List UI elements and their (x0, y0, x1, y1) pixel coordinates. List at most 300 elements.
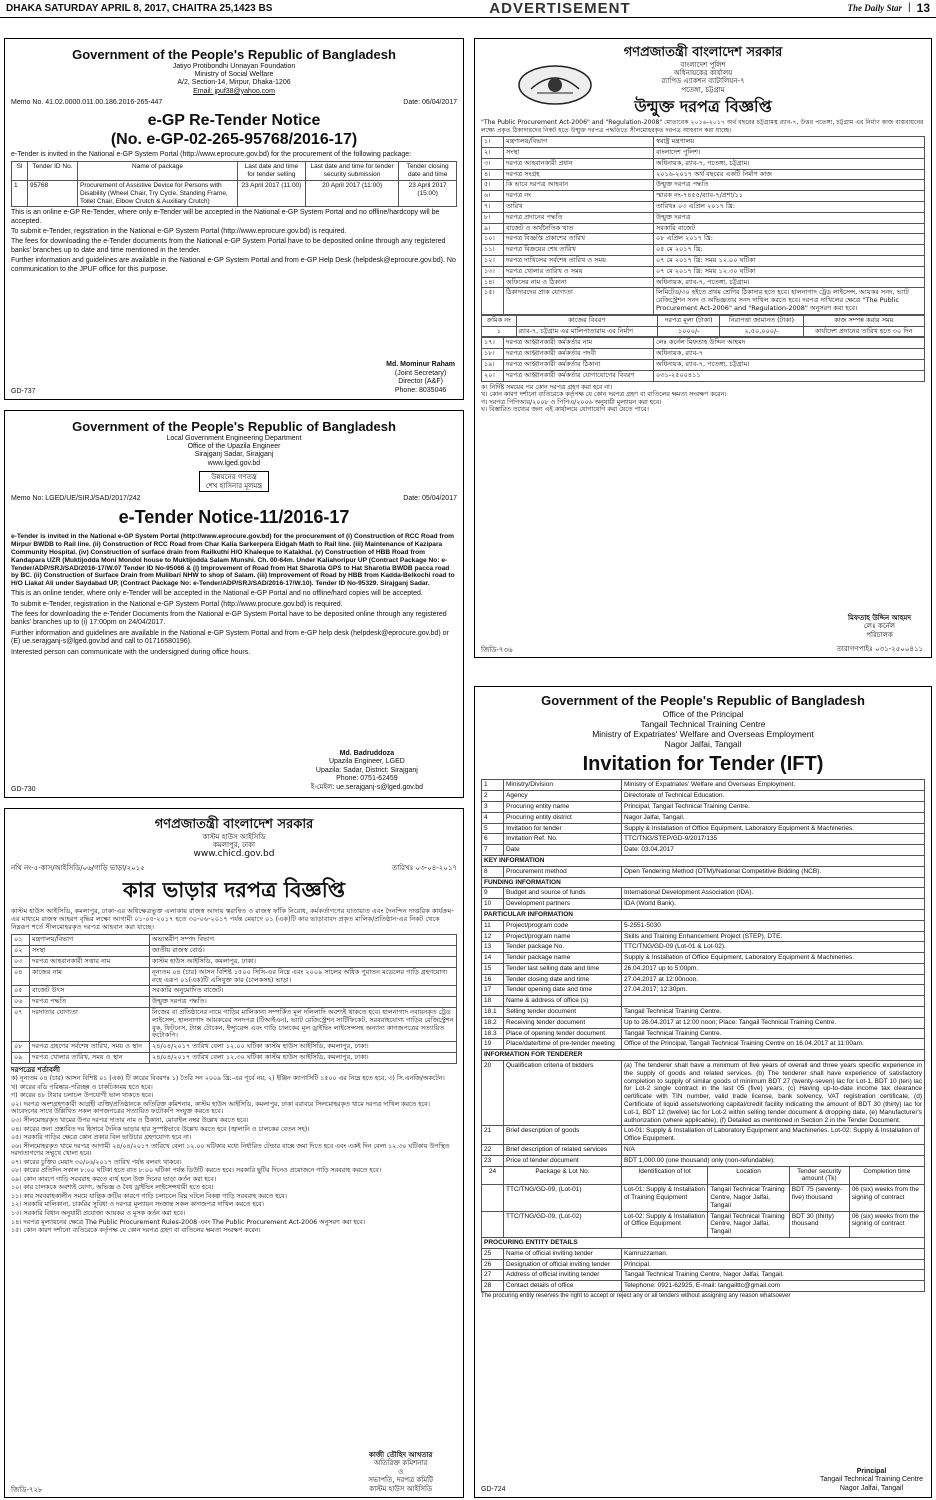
ad2-gd-code: GD-730 (11, 785, 36, 793)
table-cell: Date (504, 845, 622, 856)
ad4-title: গণপ্রজাতন্ত্রী বাংলাদেশ সরকার (623, 45, 783, 60)
table-cell: 23 (482, 1155, 504, 1166)
ad1-para-3: The fees for downloading the e-Tender documents from the National e-GP System Portal have to be deposited online through any registered banks' branches up to date and time mentioned in the tender. (11, 238, 446, 254)
list-item: ০৩। সীলমোহরকৃত খামের উপর দরপত্র দাতার নাম ও ঠিকানা, মোবাইল নম্বর উল্লেখ করতে হবে। (11, 1116, 249, 1124)
table-cell: তারিখঃ ০৩ এপ্রিল ২০১৭ খ্রি: (654, 202, 925, 213)
table-cell: ০২ (12, 946, 30, 957)
table-cell: ০৮ এপ্রিল ২০১৭ খ্রি: (654, 234, 925, 245)
ad2-para-4: Further information and guidelines are available in the National e-GP System Portal and from e-GP help desk (helpdesk@eprocure.gov.bd) or (E) ue.serajganj-s@lged.gov.bd and call to 01716580196). (11, 629, 449, 646)
ad3-sign-name: কাজী তৌহিদ আখতার (368, 1451, 433, 1460)
section-heading: KEY INFORMATION (482, 855, 925, 866)
table-row (482, 1017, 925, 1028)
table-cell: ৩। (482, 158, 504, 169)
table-cell: Up to 26.04.2017 at 12:00 noon; Place: Tangail Technical Training Centre. (622, 1017, 925, 1028)
table-cell: ১৩। (482, 266, 504, 277)
table-row (482, 963, 925, 974)
ad2-memo: Memo No: LGED/UE/SIRJ/SAD/2017/242 (11, 494, 141, 502)
table-cell: 27 (482, 1270, 504, 1281)
table-cell: অধিনায়ক, র‌্যাব-৭, পতেঙ্গা, চট্টগ্রাম। (654, 359, 925, 370)
table-row (482, 823, 925, 834)
table-cell: Supply & Installation of Office Equipment, Laboratory Equipment & Machineries. (622, 953, 925, 964)
table-cell: Principal, Tangail Technical Training Centre. (622, 801, 925, 812)
table-cell: Tender closing date and time (504, 974, 622, 985)
table-header-cell: Tender security amount (Tk) (789, 1166, 849, 1185)
table-cell: Designation of official inviting tender (504, 1259, 622, 1270)
table-cell: Tangail Technical Training Centre, Nagor Jalfai, Tangail (708, 1211, 789, 1237)
table-cell: 13 (482, 942, 504, 953)
table-row (12, 946, 457, 957)
ad4-sign-rank: লেঃ কর্নেল (863, 622, 896, 631)
ad1-th-id: Tender ID No. (28, 162, 78, 181)
ad1-cell-security: 20 April 2017 (11:00) (305, 180, 399, 206)
table-cell: N/A (622, 1145, 925, 1156)
table-row (482, 370, 925, 381)
table-cell: দরপত্র খোলার তারিখ ও সময় (504, 266, 654, 277)
table-row (482, 845, 925, 856)
ad2-slogan-1: উন্নয়নের গণতন্ত্র (211, 473, 257, 482)
ad2-org-1: Local Government Engineering Department (166, 434, 302, 442)
table-cell: 28 (482, 1281, 504, 1292)
table-cell: ০৫ মে ২০১৭ খ্রি: (654, 245, 925, 256)
ad1-th-closing: Tender closing date and time (399, 162, 457, 181)
table-row (12, 1042, 457, 1053)
ad3-date: তারিখঃ ০৩-০৪-২০১৭ (391, 864, 457, 873)
table-cell: অধিনায়ক, র‌্যাব-৭ (654, 349, 925, 360)
table-cell: BDT 30 (thirty) thousand (789, 1211, 849, 1237)
ad4-lot-header (482, 315, 925, 326)
table-row (482, 338, 925, 349)
ad5-title: Government of the People's Republic of Bangladesh (541, 693, 865, 708)
table-cell: দরপত্র গ্রহণের সর্বশেষ তারিখ, সময় ও স্থান (30, 1042, 150, 1053)
table-header-cell: Completion time (849, 1166, 924, 1185)
table-row (12, 935, 457, 946)
ad2-sign-office: Upazila: Sadar, District: Sirajganj (315, 766, 418, 774)
list-item: ১২। সরকারি মালিকানা, চাকরির সুবিধা ও দরপত্র মূল্যায়ন সংক্রান্ত সকল কাগজপত্র দাখিল করতে হবে। (11, 1201, 264, 1209)
table-row (482, 1281, 925, 1292)
ad1-memo: Memo No. 41.02.0000.011.00.186.2016-265-447 (11, 99, 163, 107)
table-cell: দরপত্র নং (504, 191, 654, 202)
table-cell: ১২। (482, 255, 504, 266)
table-cell: Ministry/Division (504, 780, 622, 791)
ad1-sign-phone: Phone: 8035046 (394, 386, 447, 394)
table-cell: অভ্যন্তরীণ সম্পদ বিভাগ (150, 935, 457, 946)
table-cell: Date: 03.04.2017 (622, 845, 925, 856)
ad1-th-selling: Last date and time for tender selling (238, 162, 306, 181)
ad1-notice-title: e-GP Re-Tender Notice (147, 111, 321, 129)
table-cell: BDT 75 (seventy-five) thousand (789, 1185, 849, 1211)
ad1-cell-package: Procurement of Assistive Device for Persons with Disability (Wheel Chair, Try Cycle, Standing Frame, Toilet Chair, Elbow Crutch & Auxiliary Crutch) (78, 180, 238, 206)
table-cell: 27.04.2017 at 12:00noon. (622, 974, 925, 985)
table-cell: ঠিকাদারদের প্রাক যোগ্যতা (504, 288, 654, 314)
table-row (482, 866, 925, 877)
table-cell: 06 (six) weeks from the signing of contract (849, 1185, 924, 1211)
ad4-org-3: র‌্যাপিড এ্যাকশন ব্যাটালিয়ন-৭ (661, 77, 745, 86)
ad4-table-2 (481, 337, 925, 381)
table-cell: Contact details of office (504, 1281, 622, 1292)
table-header-cell: Package & Lot No. (504, 1166, 622, 1185)
table-cell: TTC/TNG/GD-09, (Lot-01) (504, 1185, 622, 1211)
table-row (482, 801, 925, 812)
ad3-intro: কাস্টম হাউস আইসিডি, কমলাপুর, ঢাকা-এর অধিক্ষেত্রভুক্ত এলাকায় রাজস্ব আদায় ত্বরান্বিত ও রাজস্ব ফাঁকি নিরোধ, কর্মকর্তাগণের যাতায়াত এবং দৈনন্দিন দাপ্তরিক কার্যক্রম-এর মাধ্যমে রাজস্ব আহরণ বৃদ্ধির লক্ষ্যে আগামী ০১-০৫-২০১৭ হতে ৩০-০৬-২০১৭ পর্যন্ত মেয়াদে ০১ (এক)টি কার ভাড়াবাবদ প্রকৃত মালিক/প্রতিষ্ঠান-এর নিকট থেকে নিম্নরূপ শর্তে সীলমোহরকৃত দরপত্র আহবান করা যাচ্ছে। (11, 906, 454, 931)
table-cell: Invitation for tender (504, 823, 622, 834)
table-row (12, 997, 457, 1008)
table-cell: ০৪ (12, 967, 30, 986)
table-cell: TTC/TNG/STEP/GD-9/2017/135 (622, 834, 925, 845)
ad5-sign-title: Principal (856, 1467, 887, 1475)
table-cell: দরপত্র আহ্বানকারী কর্মকর্তার নাম (504, 338, 654, 349)
ad3-memo-row (11, 864, 457, 872)
list-item: গ) কারের ৪৮ টায়ার চলাচল উপযোগী ভাল থাকতে হবে। (11, 1092, 154, 1100)
table-cell: 14 (482, 953, 504, 964)
table-cell: Tender opening date and time (504, 985, 622, 996)
table-cell: 11 (482, 920, 504, 931)
table-row (482, 180, 925, 191)
table-cell: 27.04.2017; 12:30pm. (622, 985, 925, 996)
ad2-signature (311, 750, 423, 792)
table-cell (482, 1185, 504, 1211)
table-cell: নূন্যতম ০৪ (চার) আসন বিশিষ্ট ১৫০০ সিসি-এর নিম্নে এবং ২০০৯ সালের অধিক পুরাতন মডেলের গাড়ি গ্রহণযোগ্য নহে এরূপ ০১(এক)টি এসিযুক্ত কার (চালকসহ) ভাড়া। (150, 967, 457, 986)
table-cell: Lot-02: Supply & Installation of Office Equipment (622, 1211, 708, 1237)
table-cell: 19 (482, 1039, 504, 1050)
ad1-para-2: To submit e-Tender, registration in the National e-GP System Portal (http://www.eprocure.gov.bd) is required. (11, 228, 347, 236)
ad1-cell-selling: 23 April 2017 (11:00) (238, 180, 306, 206)
list-item: ১১। কার সরবরাহকালীন সময়ে যান্ত্রিক ক্রটির কারণে গাড়ি চলাচলে বিঘ্ন ঘটলে বিকল্প গাড়ি সরবরাহ করতে হবে। (11, 1192, 287, 1200)
table-row (482, 245, 925, 256)
table-cell: Name & address of office (s) (504, 996, 622, 1007)
newspaper-logo: The Daily Star (847, 3, 903, 14)
table-cell: ০৭ (12, 1008, 30, 1042)
table-cell: দরপত্র আহবানকারী সত্তার নাম (30, 957, 150, 968)
table-row (482, 223, 925, 234)
ad3-title: গণপ্রজাতন্ত্রী বাংলাদেশ সরকার (154, 817, 314, 832)
table-cell: Procuring entity name (504, 801, 622, 812)
ad5-sign-office: Tangail Technical Training Centre (820, 1476, 923, 1484)
ad4-lot-th-price: দরপত্র মূল্য (টাকা) (658, 315, 720, 326)
ad1-org-1: Jatiyo Protibondhi Unnayan Foundation (172, 62, 296, 70)
table-cell: Office of the Principal, Tangail Technical Training Centre on 16.04.2017 at 11:00am. (622, 1039, 925, 1050)
ad1-table (11, 161, 457, 207)
table-cell: Budget and source of funds (504, 888, 622, 899)
table-cell: Procuring entity district (504, 812, 622, 823)
table-cell: ০৯ (12, 1053, 30, 1064)
table-cell: Brief description of related services (504, 1145, 622, 1156)
table-cell: 9 (482, 888, 504, 899)
ad2-sign-email: ই-মেইল: ue.serajganj-s@lged.gov.bd (310, 783, 423, 791)
ad3-terms-heading: দরপত্রের শর্তাবলী (11, 1065, 61, 1074)
ad4-intro: "The Public Procurement Act-2006" and "Regulation-2008" মোতাবেক ২০১৬-২০১৭ অর্থ বছরের চট্টগ্রামস্থ র‌্যাব-৭, উত্তর পতেঙ্গা, চট্টগ্রাম এর নির্মাণ কাজ বাস্তবায়নের লক্ষ্যে প্রকৃত ঠিকাদারদের নিকট হতে উন্মুক্ত দরপত্র পদ্ধতিতে সীলমোহরকৃত দরপত্র আহবান করা যাচ্ছে। (481, 119, 924, 134)
section-row (482, 1050, 925, 1061)
table-row (482, 266, 925, 277)
table-row (482, 255, 925, 266)
ad3-memo: নথি নং-৫-কাস/আইসিডি/০৬/গাড়ি ভাড়া/২০১৫ (11, 864, 145, 873)
table-cell: Qualification criteria of bidders (504, 1061, 622, 1126)
ad4-lot-sl: ১ (482, 326, 517, 337)
table-cell: ৫। (482, 180, 504, 191)
table-row (482, 202, 925, 213)
ad4-signature (848, 614, 911, 639)
table-cell: IDA (World Bank). (622, 899, 925, 910)
table-cell: ১৫। (482, 288, 504, 314)
table-row (482, 326, 925, 337)
section-row (482, 855, 925, 866)
table-cell: দরপত্র সংগ্রহ (504, 169, 654, 180)
table-cell: দরদাতার যোগ্যতা (30, 1008, 150, 1042)
list-item: খ) কারের বডি পরিষ্কার-পরিচ্ছন্ন ও চাকচিক্যময় হতে হবে। (11, 1083, 153, 1091)
list-item: ০২। দরপত্র অংশগ্রহণকারী আগ্রহী ব্যক্তি/প্রতিষ্ঠানকে অতিরিক্ত কমিশনার, কাস্টম হাউস আইসিডি, কমলাপুর, ঢাকা বরাবরে সিলমোহরকৃত খামে দরপত্র দাখিল করতে হবে। আবেদনের সাথে উল্লিখিত সকল কাগজপত্রের সত্যায়িত ফটোকপি সংযুক্ত করতে হবে। (11, 1100, 430, 1116)
ad3-website[interactable]: www.chicd.gov.bd (193, 849, 275, 860)
ad1-sign-role: Director (A&F) (398, 378, 443, 386)
ad5-signature (820, 1468, 923, 1493)
ad4-lot-security: ২,৫০,০০০/- (720, 326, 803, 337)
ad5-notice-title: Invitation for Tender (IFT) (582, 753, 824, 776)
header-section: ADVERTISEMENT (489, 0, 631, 17)
table-cell: ১৭। (482, 338, 504, 349)
table-cell: ০৩১-২৫০০৪১১ (654, 370, 925, 381)
table-cell: দরপত্র দাখিলের সর্বশেষ তারিখ ও সময় (504, 255, 654, 266)
table-row (482, 234, 925, 245)
ad1-cell-sl: 1 (12, 180, 28, 206)
table-row (482, 1211, 925, 1237)
table-cell: ০৫ (12, 986, 30, 997)
table-cell: 7 (482, 845, 504, 856)
list-item: খ। কোন কারণ দর্শানো ব্যতিরেকে কর্তৃপক্ষ যে কোন দরপত্র গ্রহণ বা বাতিলের ক্ষমতা সংরক্ষণ করেন। (481, 391, 727, 399)
table-cell: 18.1 (482, 1007, 504, 1018)
ad-rab7-tender (474, 38, 932, 658)
section-heading: FUNDING INFORMATION (482, 877, 925, 888)
table-header-cell: 24 (482, 1166, 504, 1185)
ad5-org-3: Ministry of Expatriates' Welfare and Overseas Employment (592, 728, 814, 739)
ad2-date: Date: 05/04/2017 (403, 494, 457, 502)
section-heading: PROCURING ENTITY DETAILS (482, 1238, 925, 1249)
table-row (12, 986, 457, 997)
table-cell: অফিসের নাম ও ঠিকানা (504, 277, 654, 288)
table-row (482, 191, 925, 202)
ad1-para-1: This is an online e-GP Re-Tender, where only e-Tender will be accepted in the National e-GP System Portal and no offline/hardcopy will be accepted. (11, 209, 440, 225)
table-cell: (a) The tenderer shall have a minimum of five years of overall and three years specific experience in the supply of goods and related services. (b) The tenderer shall have experience of satisfactory completion to supply of similar goods of minimum BDT 27 (twenty-seven) lac for Lot-1, BDT 10 (ten) lac for Lot-2 single contract in the last 05 (five) years, (c) Having up-to-date income tax clearance certificate with TIN number, valid trade license, bank solvency, VAT registration certificate, (d) Certificate of liquid assets/working capital/credit facility indicating the amount of BDT 30 (thirty) lac for Lot-1, BDT 12 (twelve) lac for Lot-2 within selling tender document & dropping date, (e) Manufacturer's authorization (where applicable), (f) Detailed as mentioned in Section 2 in the Tender Document. (622, 1061, 925, 1126)
table-cell: Nagor Jalfai, Tangail. (622, 812, 925, 823)
table-cell: 20 (482, 1061, 504, 1126)
ad-customs-car-rental (4, 808, 464, 1498)
table-cell: 06 (six) weeks from the signing of contract (849, 1211, 924, 1237)
table-cell: দরপত্র খোলার তারিখ, সময় ও স্থান (30, 1053, 150, 1064)
table-cell: Project/program code (504, 920, 622, 931)
table-cell: 1 (482, 780, 504, 791)
table-cell: ৭। (482, 202, 504, 213)
ad3-sign-and: ও (398, 1467, 404, 1476)
table-cell: ২। (482, 148, 504, 159)
table-cell: 5 (482, 823, 504, 834)
table-cell: Selling tender document (504, 1007, 622, 1018)
table-cell: অধিনায়ক, র‌্যাব-৭, পতেঙ্গা, চট্টগ্রাম। (654, 158, 925, 169)
ad2-website[interactable]: www.lged.gov.bd (207, 459, 261, 467)
table-cell: ৯। (482, 223, 504, 234)
list-item: ১০। কার চালককে অবশ্যই যোগ্য, অভিজ্ঞ ও বৈধ ড্রাইভিং লাইসেন্সধারী হতে হবে। (11, 1184, 214, 1192)
table-cell: স্বরাষ্ট্র মন্ত্রণালয় (654, 137, 925, 148)
ad4-lot-th-security: নিরাপত্তা জামানত (টাকা) (720, 315, 803, 326)
ad3-notice-title: কার ভাড়ার দরপত্র বিজ্ঞপ্তি (123, 877, 345, 902)
table-row (482, 888, 925, 899)
table-row (482, 137, 925, 148)
table-cell: ২০। (482, 370, 504, 381)
table-row (482, 212, 925, 223)
table-cell: Directorate of Technical Education. (622, 791, 925, 802)
table-cell: দরপত্র পদ্ধতি (30, 997, 150, 1008)
table-cell: Tender package name (504, 953, 622, 964)
list-item: গ। দরপত্র পিপিআর/২০০৮ ও পিপিএ/২০০৬ অনুযায়ী মূল্যায়ন করা হবে। (481, 398, 662, 406)
ad-tangail-ttc-ift (474, 686, 932, 1498)
table-cell: ২৪/০৪/২০১৭ তারিখ বেলা ১২.০০ ঘটিকা কাস্টম হাউস আইসিডি, কমলাপুর, ঢাকা। (150, 1042, 457, 1053)
page-header (0, 0, 936, 18)
ad1-sign-name: Md. Mominur Raham (386, 361, 455, 369)
table-cell: 12 (482, 931, 504, 942)
table-cell: দরপত্র প্রদানের পদ্ধতি (504, 212, 654, 223)
table-cell: 15 (482, 963, 504, 974)
table-row (482, 1259, 925, 1270)
table-cell: 5-2551-5030 (622, 920, 925, 931)
table-cell: Receiving tender document (504, 1017, 622, 1028)
table-cell: কাস্টম হাউস আইসিডি, কমলাপুর, ঢাকা। (150, 957, 457, 968)
ad1-memo-row (11, 99, 457, 107)
table-cell: জাতীয় রাজস্ব বোর্ড। (150, 946, 457, 957)
table-row (482, 920, 925, 931)
table-cell: ২০১৬-২০১৭ অর্থ বছরের একটি নির্মাণ কাজ (654, 169, 925, 180)
table-cell: 10 (482, 899, 504, 910)
list-item: ১৫। কোন কারণ দর্শানো ব্যতিরেকে কর্তৃপক্ষ যে কোন দরপত্র গ্রহণ বা বাতিলের ক্ষমতা সংরক্ষণ করেন। (11, 1227, 261, 1235)
ad4-org-4: পতেঙ্গা, চট্টগ্রাম (681, 85, 725, 94)
table-row (12, 957, 457, 968)
table-row (12, 180, 457, 206)
ad1-intro: e-Tender is invited in the National e-GP System Portal (http://www.eprocure.gov.bd) for the procurement of the following package: (11, 150, 412, 158)
table-cell: Tender package No. (504, 942, 622, 953)
ad3-sign-role: সভাপতি, দরপত্র কমিটি (368, 1476, 433, 1485)
ad2-body: e-Tender is invited in the National e-GP System Portal (http://www.eprocure.gov.bd) for the procurement of (i) Construction of RCC Road from Mirpur BWDB to Rail line. (ii) Construction of RCC Road from Char Kalia Sarkerpera Eidgah Math to Rail line. (iii) Maintenance of Kazipara Community Hospital. (iv) Construction of surface drain from Railkuthi H/O Khaleque to Katakhal. (v) Construction of HBB Road from Kandapara UZR (Muktijodda Moni Mondol house to Muktijodda Salam Munshi. Ch. 00-64m. Under Kaliahoripur UP (Contract Package No: e-Tender/ADP/SRJ/SAD/2016-17/W.07 Tender ID No-95066 & (i) Improvement of Road from Hat Sharotia GPS to Hat Sharotia BWDB pacca road by BC. (ii) Construction of Surface Drain from Mulibari NHW to shop of Salam. (iii) Improvement of Road by HBB from Kadda-Belkochi road to H/O Liakat Ali under Saydabad UP, (Contract Package No: e-Tender/ADP/SRJ/SAD/2016-17/W.10). Tender ID No-95329. Sirajganj Sadar. (11, 532, 455, 588)
table-cell: Development partners (504, 899, 622, 910)
table-cell: ০৬ (12, 997, 30, 1008)
table-cell: কাজের নাম (30, 967, 150, 986)
section-heading: INFORMATION FOR TENDERER (482, 1050, 925, 1061)
table-cell: ২৪/০৪/২০১৭ তারিখ বেলা ১২.৩০ ঘটিকা কাস্টম হাউস আইসিডি, কমলাপুর, ঢাকা। (150, 1053, 457, 1064)
table-cell: Tangail Technical Training Centre. (622, 1007, 925, 1018)
table-row (482, 1248, 925, 1259)
table-cell: দরপত্র আহ্বানকারী কর্মকর্তার ঠিকানা (504, 359, 654, 370)
table-row (482, 985, 925, 996)
table-cell: International Development Association (IDA). (622, 888, 925, 899)
table-row (482, 996, 925, 1007)
table-cell: Skills and Training Enhancement Project (STEP), DTE. (622, 931, 925, 942)
ad4-org-1: বাংলাদেশ পুলিশ (680, 60, 726, 69)
rab-emblem-icon (515, 63, 595, 109)
table-row (12, 1053, 457, 1064)
header-right (848, 1, 930, 15)
table-row (482, 1039, 925, 1050)
ad2-para-1: This is an online tender, where only e-Tender will be accepted in the National e-GP Portal and no offline/hard copies will be accepted. (11, 590, 423, 598)
table-cell: ১৮। (482, 349, 504, 360)
table-cell: Kamruzzaman. (622, 1248, 925, 1259)
table-cell: Project/program name (504, 931, 622, 942)
ad1-email[interactable]: Email: jpuf38@yahoo.com (193, 87, 275, 95)
table-row (482, 1126, 925, 1145)
table-cell: 21 (482, 1126, 504, 1145)
ad3-org-1: কাস্টম হাউস আইসিডি (202, 832, 266, 841)
ad4-org-2: অধিনায়কের কার্যালয় (673, 68, 733, 77)
table-row (482, 931, 925, 942)
ad5-org-1: Office of the Principal (662, 708, 744, 719)
list-item: ক) নূন্যতম ০৪ (চার) আসন বিশিষ্ট ০১ (এক) টি কারের বিবরণঃ ১) তৈরি সন ২০০৯ খ্রি:-এর পূর্বে নয়, ২) ইঞ্জিন ক্যাপাসিটি ১৫০০ এর নিম্নে হতে হবে, ৩) সি.এনজি/অকটেন। (11, 1075, 445, 1083)
table-cell: ০৮ (12, 1042, 30, 1053)
table-row (482, 834, 925, 845)
table-cell: Invitation Ref. No. (504, 834, 622, 845)
table-cell: মন্ত্রণালয়/বিভাগ (30, 935, 150, 946)
ad5-org-4: Nagor Jalfai, Tangail (664, 739, 742, 750)
ad1-cell-closing: 23 April 2017 (15:00) (399, 180, 457, 206)
ad1-table-header (12, 162, 457, 181)
table-cell: TTC/TNG/GD-09, (Lot-02) (504, 1211, 622, 1237)
table-row (482, 791, 925, 802)
ad4-sign-name: মিফতাহ উদ্দিন আহমদ (847, 613, 911, 622)
table-cell: সরকারি বাজেট (654, 223, 925, 234)
ad1-gd-code: GD-737 (11, 387, 36, 395)
ad4-sign-role: পরিচালক (866, 630, 893, 639)
ad4-lot-th-time: কাজ সম্পন্ন করার সময় (803, 315, 924, 326)
lot-header-row (482, 1166, 925, 1185)
ad4-lot-desc: র‌্যাব-৭, চট্টগ্রাম এর মালিপাতারাম এর নির্মাণ (516, 326, 658, 337)
table-cell: ০১ (12, 935, 30, 946)
ad2-sign-name: Md. Badruddoza (339, 750, 395, 758)
table-row (482, 169, 925, 180)
table-cell: Tender last selling date and time (504, 963, 622, 974)
table-cell: 3 (482, 801, 504, 812)
table-row (482, 812, 925, 823)
table-cell: 8 (482, 866, 504, 877)
table-cell: দরপত্র আহবানকারী প্রধান (504, 158, 654, 169)
table-cell: 26.04.2017 up to 5:00pm. (622, 963, 925, 974)
table-cell: Principal. (622, 1259, 925, 1270)
table-row (482, 349, 925, 360)
table-cell: ০৭ মে ২০১৭ খ্রি: সময় ১২.০০ ঘটিকা (654, 255, 925, 266)
table-header-cell: Identification of lot (622, 1166, 708, 1185)
ad2-para-3: The fees for downloading the e-Tender Documents from the National e-GP System Portal have to be deposited online through any registered banks' branches up to (i) 17:00pm on 24/04/2017. (11, 611, 447, 627)
section-row (482, 877, 925, 888)
list-item: ০৯। কোন কারণে গাড়ি সরবরাহ করতে ব্যর্থ হলে উক্ত দিনের ভাড়া কর্তন করা হবে। (11, 1175, 216, 1183)
table-cell: 4 (482, 812, 504, 823)
table-cell: Tangail Technical Training Centre, Nagor Jalfai, Tangail. (622, 1270, 925, 1281)
ad3-org-2: কমলাপুর, ঢাকা (213, 840, 255, 849)
section-row (482, 1238, 925, 1249)
table-cell: সংস্থা (504, 148, 654, 159)
ad5-gd-code: GD-724 (481, 1485, 506, 1493)
table-cell: Lot-01: Supply & Installation of Training Equipment (622, 1185, 708, 1211)
ad5-org-2: Tangail Technical Training Centre (640, 718, 766, 729)
table-cell: বাজেট উৎস (30, 986, 150, 997)
table-cell: 6 (482, 834, 504, 845)
table-cell: Tangail Technical Training Centre, Nagor Jalfai, Tangail (708, 1185, 789, 1211)
ad3-gd-code: জিডি-৭২৮ (11, 1485, 43, 1494)
table-row (482, 158, 925, 169)
ad1-para-4: Further information and guidelines are available in the National e-GP System Portal and from e-GP Help Desk (helpdesk@eprocure.gov.bd). No communication to the JPUF office for this purpose. (11, 257, 456, 273)
ad-jpuf-tender (4, 38, 464, 400)
table-row (482, 899, 925, 910)
table-cell: দরপত্র আহ্বানকারী কর্মকর্তার পদবী (504, 349, 654, 360)
ad4-gd-code: জিডি-৭৩৬ (481, 645, 513, 654)
table-cell: 18.2 (482, 1017, 504, 1028)
ad4-lot-table (481, 315, 925, 338)
table-cell: ০৭ মে ২০১৭ খ্রি: সময় ১২.৩০ ঘটিকা (654, 266, 925, 277)
table-cell: বাজেট ও অর্থনৈতিক খাত (504, 223, 654, 234)
table-row (482, 974, 925, 985)
table-cell: ১৯। (482, 359, 504, 370)
ad4-phone: তারাগণপাইঃ ০৩১-২৫০০৪১১ (836, 644, 923, 653)
ad5-footer: The procuring entity reserves the right to accept or reject any or all tenders without assigning any reason whatsoever (481, 1292, 791, 1299)
